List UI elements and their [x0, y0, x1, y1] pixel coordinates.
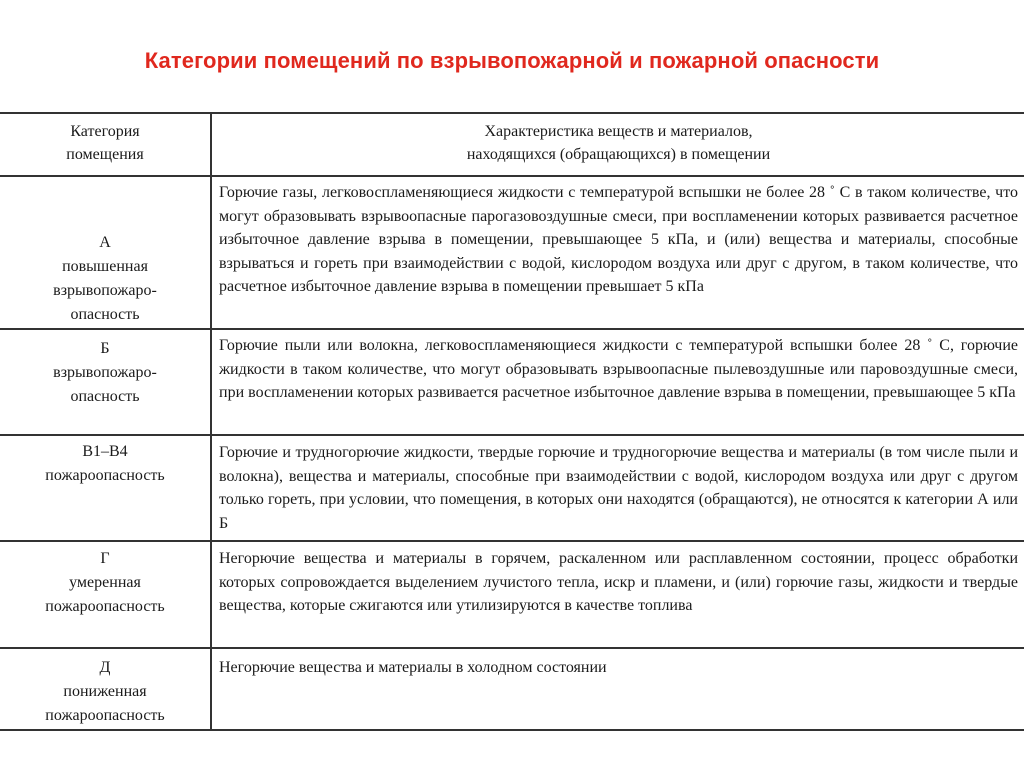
- header-category-line: помещения: [66, 146, 144, 163]
- category-line: пониженная: [63, 683, 147, 700]
- category-cell-a: [0, 176, 211, 329]
- category-cell-g: [0, 541, 211, 648]
- header-description-line: Характеристика веществ и материалов,: [484, 123, 753, 140]
- category-line: опасность: [70, 388, 140, 405]
- category-code: А: [99, 234, 111, 251]
- category-line: опасность: [70, 306, 140, 323]
- table-header-row: [0, 113, 1024, 176]
- page-title: Категории помещений по взрывопожарной и пожарной опасности: [144, 48, 880, 73]
- description-cell-g: Негорючие вещества и материалы в горячем, раскаленном или расплавленном состоянии, процесс обработки которых сопровождается выделением лучистого тепла, искр и пламени, и (или) горючие газы, жидкости и твердые вещества, которые сжигаются или утилизируются в качестве топлива: [211, 541, 1024, 648]
- category-code: Б: [100, 340, 110, 357]
- category-cell-d: [0, 648, 211, 730]
- categories-table: [0, 112, 1024, 731]
- category-line: взрывопожаро-: [53, 282, 157, 299]
- header-category-line: Категория: [70, 123, 140, 140]
- table-row: [0, 541, 1024, 648]
- category-code: Г: [100, 550, 110, 567]
- category-line: умеренная: [69, 574, 141, 591]
- category-line: взрывопожаро-: [53, 364, 157, 381]
- category-code: В1–В4: [82, 443, 128, 460]
- table-row: [0, 435, 1024, 541]
- category-cell-b: [0, 329, 211, 435]
- header-description-cell: [211, 113, 1024, 176]
- description-cell-b: Горючие пыли или волокна, легковоспламеняющиеся жидкости с температурой вспышки более 28 ˚ С, горючие жидкости в таком количестве, что могут образовывать взрывоопасные пылевоздушные или паровоздушные смеси, при воспламенении которых развивается расчетное избыточное давление взрыва в помещении, превышающее 5 кПа: [211, 329, 1024, 435]
- header-category-cell: [0, 113, 211, 176]
- category-cell-v: [0, 435, 211, 541]
- table-row: [0, 329, 1024, 435]
- category-line: пожароопасность: [45, 467, 165, 484]
- table-row: [0, 648, 1024, 730]
- category-code: Д: [99, 659, 111, 676]
- category-line: повышенная: [62, 258, 148, 275]
- table-row: [0, 176, 1024, 329]
- description-cell-v: Горючие и трудногорючие жидкости, твердые горючие и трудногорючие вещества и материалы (в том числе пыли и волокна), вещества и материалы, способные при взаимодействии с водой, кислородом воздуха или друг с другом только гореть, при условии, что помещения, в которых они находятся (обращаются), не относятся к категории А или Б: [211, 435, 1024, 541]
- category-line: пожароопасность: [45, 598, 165, 615]
- description-cell-a: Горючие газы, легковоспламеняющиеся жидкости с температурой вспышки не более 28 ˚ С в таком количестве, что могут образовывать взрывоопасные парогазовоздушные смеси, при воспламенении которых развивается расчетное избыточное давление взрыва в помещении, превышающее 5 кПа, и (или) вещества и материалы, способные взрываться и гореть при взаимодействии с водой, кислородом воздуха или друг с другом, в таком количестве, что расчетное избыточное давление взрыва в помещении превышает 5 кПа: [211, 176, 1024, 329]
- header-description-line: находящихся (обращающихся) в помещении: [466, 146, 771, 163]
- description-cell-d: Негорючие вещества и материалы в холодном состоянии: [211, 648, 1024, 730]
- category-line: пожароопасность: [45, 707, 165, 724]
